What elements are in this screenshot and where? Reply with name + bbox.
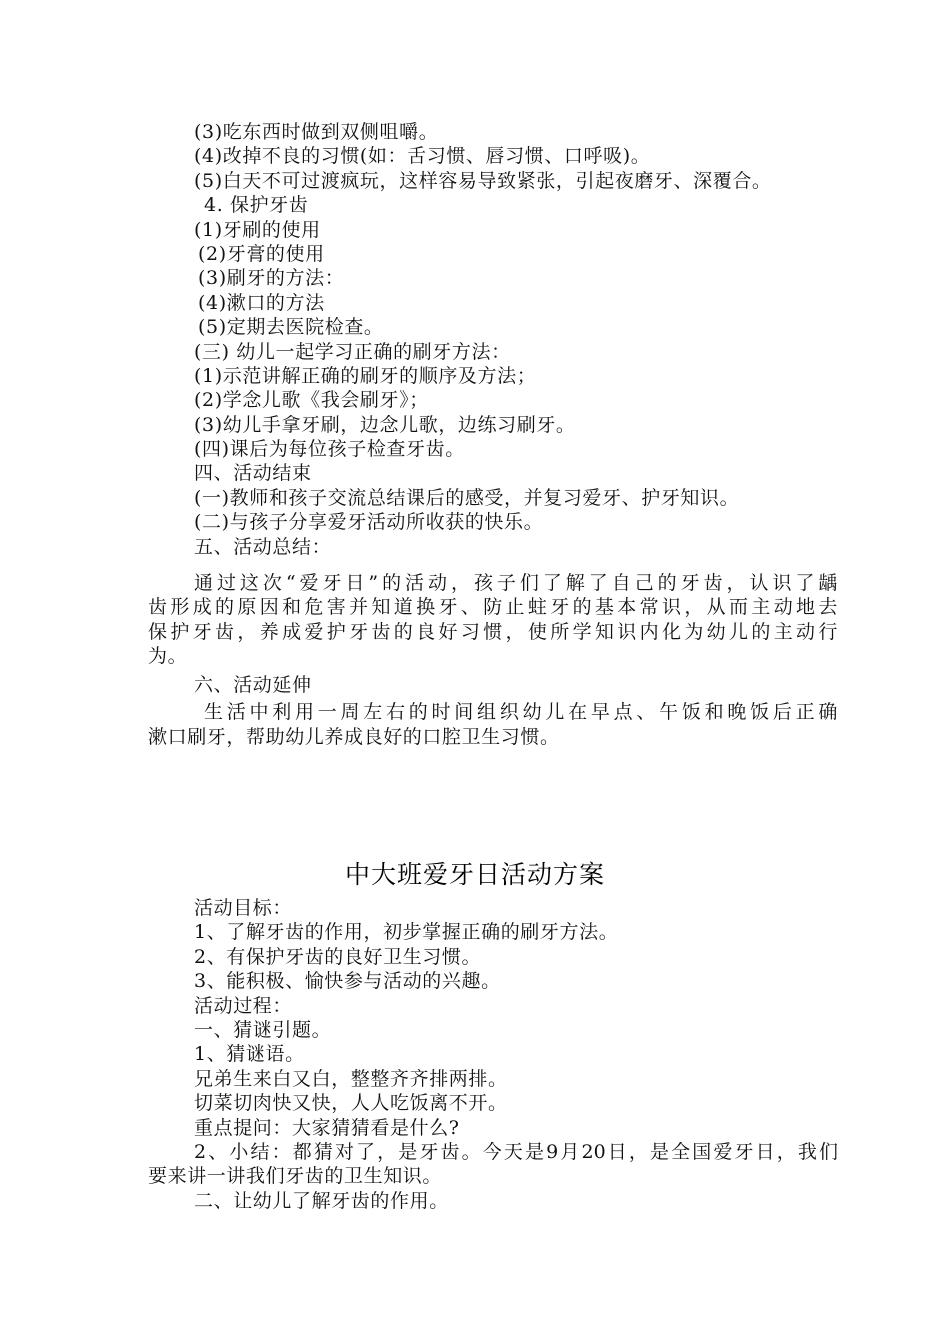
riddle-line: 切菜切肉快又快，人人吃饭离不开。 (194, 1092, 508, 1115)
section-1-list (148, 120, 838, 559)
list-item: (3)吃东西时做到双侧咀嚼。 (194, 121, 439, 143)
section-heading: 六、活动延伸 (194, 674, 312, 696)
section-heading: 五、活动总结： (194, 535, 332, 558)
list-item: (1)牙刷的使用 (194, 218, 321, 241)
section-heading: 二、让幼儿了解牙齿的作用。 (194, 1189, 449, 1212)
list-item: (5)白天不可过渡疯玩，这样容易导致紧张，引起夜磨牙、深覆合。 (194, 169, 772, 192)
list-item: (3)幼儿手拿牙刷，边念儿歌，边练习刷牙。 (194, 413, 576, 436)
list-item: (二)与孩子分享爱牙活动所收获的快乐。 (194, 511, 544, 534)
paragraph-line: 漱口刷牙，帮助幼儿养成良好的口腔卫生习惯。 (148, 725, 560, 748)
paragraph-line: 保护牙齿，养成爱护牙齿的良好习惯，使所学知识内化为幼儿的主动行 (148, 620, 838, 643)
list-item: (3)刷牙的方法： (198, 267, 345, 290)
paragraph-line: 要来讲一讲我们牙齿的卫生知识。 (148, 1165, 443, 1188)
section-heading: 四、活动结束 (194, 462, 312, 485)
list-item: 1、猜谜语。 (194, 1043, 305, 1066)
paragraph-line: 为。 (148, 645, 188, 668)
riddle-line: 兄弟生来白又白，整整齐齐排两排。 (194, 1067, 508, 1090)
list-item: 3、能积极、愉快参与活动的兴趣。 (194, 970, 501, 993)
list-item: 一、猜谜引题。 (194, 1018, 332, 1041)
section-heading: 活动过程： (194, 994, 293, 1017)
list-item: (2)牙膏的使用 (198, 242, 325, 265)
list-item: (四)课后为每位孩子检查牙齿。 (194, 438, 465, 461)
list-item: (2)学念儿歌《我会刷牙》； (194, 389, 429, 412)
summary-paragraph (148, 571, 838, 669)
section-2-body (148, 896, 838, 1213)
paragraph-line: 通过这次“爱牙日”的活动，孩子们了解了自己的牙齿，认识了龋 (194, 572, 838, 594)
list-item: 1、了解牙齿的作用，初步掌握正确的刷牙方法。 (194, 921, 619, 944)
list-item: (1)示范讲解正确的刷牙的顺序及方法； (194, 364, 537, 387)
list-item: 重点提问：大家猜猜看是什么? (194, 1116, 460, 1139)
list-item: (5)定期去医院检查。 (198, 316, 384, 339)
paragraph-line: 齿形成的原因和危害并知道换牙、防止蛀牙的基本常识，从而主动地去 (148, 596, 838, 619)
document-title: 中大班爱牙日活动方案 (344, 860, 605, 889)
extension-section (148, 673, 838, 749)
paragraph-line: 2、小结：都猜对了，是牙齿。今天是9月20日，是全国爱牙日，我们 (194, 1140, 838, 1163)
list-heading: (三) 幼儿一起学习正确的刷牙方法： (194, 340, 511, 363)
section-heading: 活动目标： (194, 897, 293, 919)
list-item: (4)漱口的方法 (198, 291, 325, 314)
list-heading: 4. 保护牙齿 (204, 194, 309, 217)
list-item: (一)教师和孩子交流总结课后的感受，并复习爱牙、护牙知识。 (194, 486, 740, 509)
list-item: (4)改掉不良的习惯(如：舌习惯、唇习惯、口呼吸)。 (194, 145, 651, 168)
list-item: 2、有保护牙齿的良好卫生习惯。 (194, 945, 482, 968)
paragraph-line: 生活中利用一周左右的时间组织幼儿在早点、午饭和晚饭后正确 (204, 701, 838, 724)
